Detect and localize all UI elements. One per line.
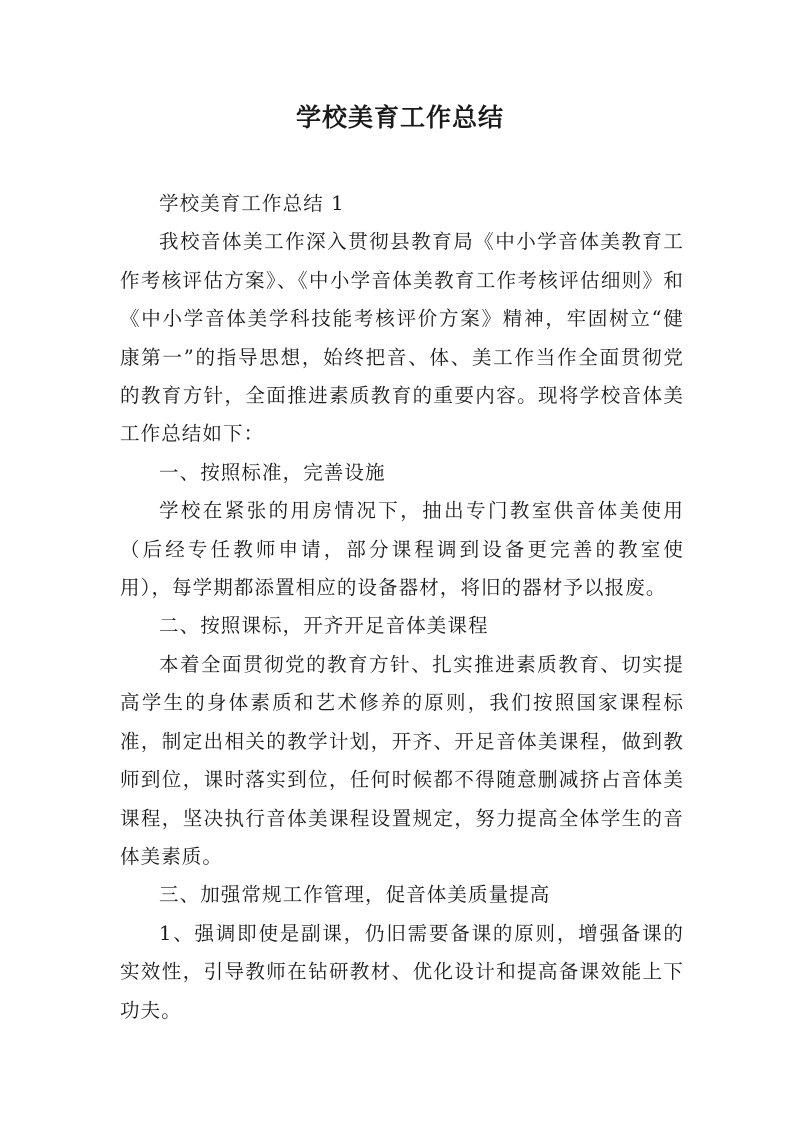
- section-1-paragraph: 学校在紧张的用房情况下，抽出专门教室供音体美使用（后经专任教师申请，部分课程调到设备更完善的教室使用），每学期都添置相应的设备器材，将旧的器材予以报废。: [120, 499, 684, 600]
- document-title: 学校美育工作总结: [295, 103, 504, 132]
- section-heading-2: 二、按照课标，开齐开足音体美课程: [159, 614, 489, 638]
- section-heading-3: 三、加强常规工作管理，促音体美质量提高: [159, 883, 551, 907]
- section-2-paragraph: 本着全面贯彻党的教育方针、扎实推进素质教育、切实提高学生的身体素质和艺术修养的原则，我们按照国家课程标准，制定出相关的教学计划，开齐、开足音体美课程，做到教师到位，课时落实到位，任何时候都不得随意删减挤占音体美课程，坚决执行音体美课程设置规定，努力提高全体学生的音体美素质。: [120, 652, 684, 868]
- document-body: [120, 185, 684, 1030]
- intro-paragraph: 我校音体美工作深入贯彻县教育局《中小学音体美教育工作考核评估方案》、《中小学音体美教育工作考核评估细则》和《中小学音体美学科技能考核评价方案》精神，牢固树立“健康第一”的指导思想，始终把音、体、美工作当作全面贯彻党的教育方针，全面推进素质教育的重要内容。现将学校音体美工作总结如下：: [120, 230, 684, 446]
- section-subtitle: 学校美育工作总结 1: [159, 192, 345, 215]
- section-3-item-1: 1、强调即使是副课，仍旧需要备课的原则，增强备课的实效性，引导教师在钻研教材、优化设计和提高备课效能上下功夫。: [120, 921, 684, 1022]
- section-heading-1: 一、按照标准，完善设施: [159, 460, 386, 484]
